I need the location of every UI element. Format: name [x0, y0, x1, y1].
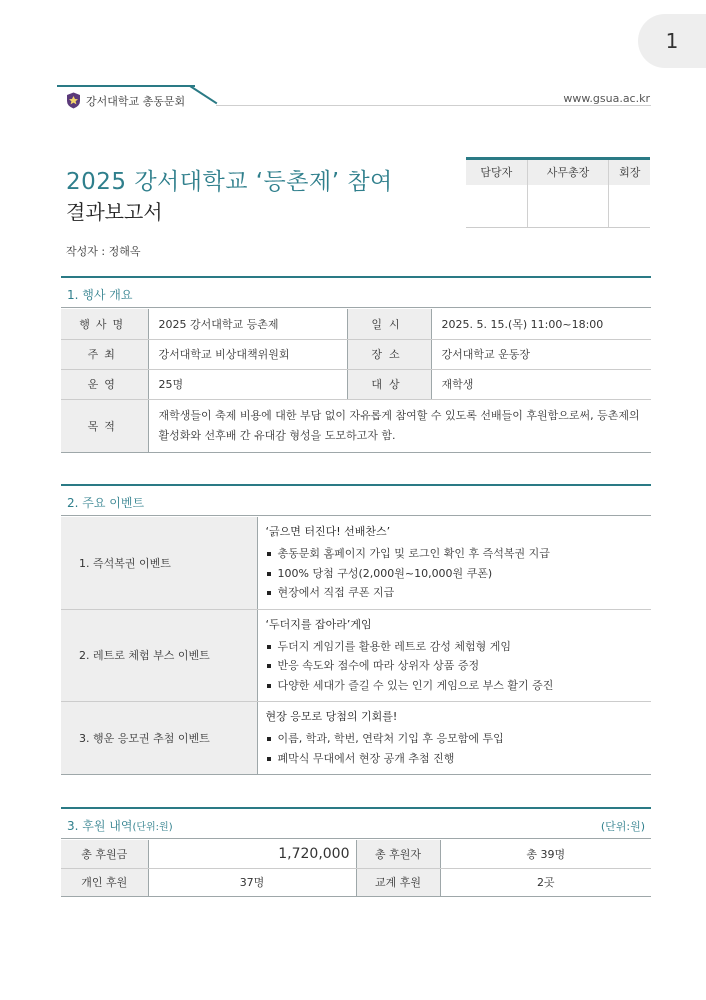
event-name: 3. 행운 응모권 추첨 이벤트 [61, 702, 257, 775]
section-sponsorship-title: 3. 후원 내역 [67, 819, 133, 833]
label-operation: 운영 [61, 369, 148, 399]
approval-header-secretary-general: 사무총장 [527, 159, 609, 185]
header-org-name: 강서대학교 총동문회 [86, 95, 186, 108]
value-target: 재학생 [431, 369, 651, 399]
section-sponsorship-title-unit: (단위:원) [132, 822, 173, 833]
value-total-amount: 1,720,000 [148, 840, 356, 868]
approval-header-president: 회장 [609, 159, 650, 185]
list-item: 폐막식 무대에서 현장 공개 추첨 진행 [266, 749, 644, 769]
list-item: 두더지 게임기를 활용한 레트로 감성 체험형 게임 [266, 637, 644, 657]
table-row [61, 369, 651, 399]
event-detail [257, 702, 651, 775]
event-title: ‘긁으면 터진다! 선배찬스’ [265, 525, 391, 538]
label-individual: 개인 후원 [61, 868, 148, 896]
event-title: 현장 응모로 당첨의 기회를! [265, 710, 398, 723]
table-row [61, 309, 651, 339]
report-title: 2025 강서대학교 ‘등촌제’ 참여 [66, 169, 393, 195]
value-venue: 강서대학교 운동장 [431, 339, 651, 369]
event-bullets [266, 729, 644, 768]
approval-header-manager: 담당자 [466, 159, 527, 185]
section-overview-heading [61, 276, 651, 308]
table-row [61, 702, 651, 775]
label-total-amount: 총 후원금 [61, 840, 148, 868]
section-sponsorship-heading [61, 807, 651, 839]
table-row [61, 399, 651, 452]
value-host: 강서대학교 비상대책위원회 [148, 339, 347, 369]
label-venue: 장소 [347, 339, 431, 369]
value-event-name: 2025 강서대학교 등촌제 [148, 309, 347, 339]
value-date: 2025. 5. 15.(목) 11:00~18:00 [431, 309, 651, 339]
event-overview-table [61, 309, 651, 453]
label-corporate: 교계 후원 [356, 868, 440, 896]
event-bullets [266, 544, 644, 603]
list-item: 100% 당첨 구성(2,000원~10,000원 쿠폰) [266, 564, 644, 584]
header-rule-left [57, 85, 195, 87]
list-item: 총동문회 홈페이지 가입 및 로그인 확인 후 즉석복권 지급 [266, 544, 644, 564]
unit-label: (단위:원) [600, 820, 645, 833]
value-total-donors: 총 39명 [440, 840, 651, 868]
list-item: 반응 속도와 점수에 따라 상위자 상품 증정 [266, 656, 644, 676]
label-event-name: 행사명 [61, 309, 148, 339]
label-total-donors: 총 후원자 [356, 840, 440, 868]
value-operation: 25명 [148, 369, 347, 399]
section-events-heading [61, 484, 651, 516]
event-detail [257, 609, 651, 702]
header-rule-thin [216, 105, 651, 106]
table-row [61, 840, 651, 868]
report-subtitle: 결과보고서 [66, 200, 163, 224]
sponsorship-table [61, 840, 651, 897]
list-item: 다양한 세대가 즐길 수 있는 인기 게임으로 부스 활기 증진 [266, 676, 644, 696]
approval-sign-secretary-general [527, 185, 609, 228]
approval-sign-president [609, 185, 650, 228]
event-bullets [266, 637, 644, 696]
approval-sign-manager [466, 185, 527, 228]
header-url[interactable]: www.gsua.ac.kr [563, 92, 650, 105]
events-table [61, 517, 651, 775]
event-name: 1. 즉석복권 이벤트 [61, 517, 257, 609]
table-row [61, 868, 651, 896]
page-number-badge: 1 [638, 14, 706, 68]
list-item: 현장에서 직접 쿠폰 지급 [266, 583, 644, 603]
table-row [61, 339, 651, 369]
value-purpose: 재학생들이 축제 비용에 대한 부담 없이 자유롭게 참여할 수 있도록 선배들이 후원함으로써, 등촌제의 활성화와 선후배 간 유대감 형성을 도모하고자 함. [148, 399, 651, 452]
label-date: 일시 [347, 309, 431, 339]
event-name: 2. 레트로 체험 부스 이벤트 [61, 609, 257, 702]
list-item: 이름, 학과, 학번, 연락처 기입 후 응모함에 투입 [266, 729, 644, 749]
header-rule-slant [189, 85, 217, 104]
event-title: ‘두더지를 잡아라’게임 [265, 617, 372, 631]
table-row [61, 517, 651, 609]
report-author: 작성자 : 정해옥 [66, 245, 141, 258]
approval-box [466, 157, 650, 228]
university-emblem-icon [66, 92, 81, 109]
event-detail [257, 517, 651, 609]
label-target: 대상 [347, 369, 431, 399]
label-host: 주최 [61, 339, 148, 369]
value-corporate: 2곳 [440, 868, 651, 896]
label-purpose: 목적 [61, 399, 148, 452]
section-overview-title: 1. 행사 개요 [67, 288, 133, 302]
table-row [61, 609, 651, 702]
section-events-title: 2. 주요 이벤트 [67, 496, 145, 510]
value-individual: 37명 [148, 868, 356, 896]
